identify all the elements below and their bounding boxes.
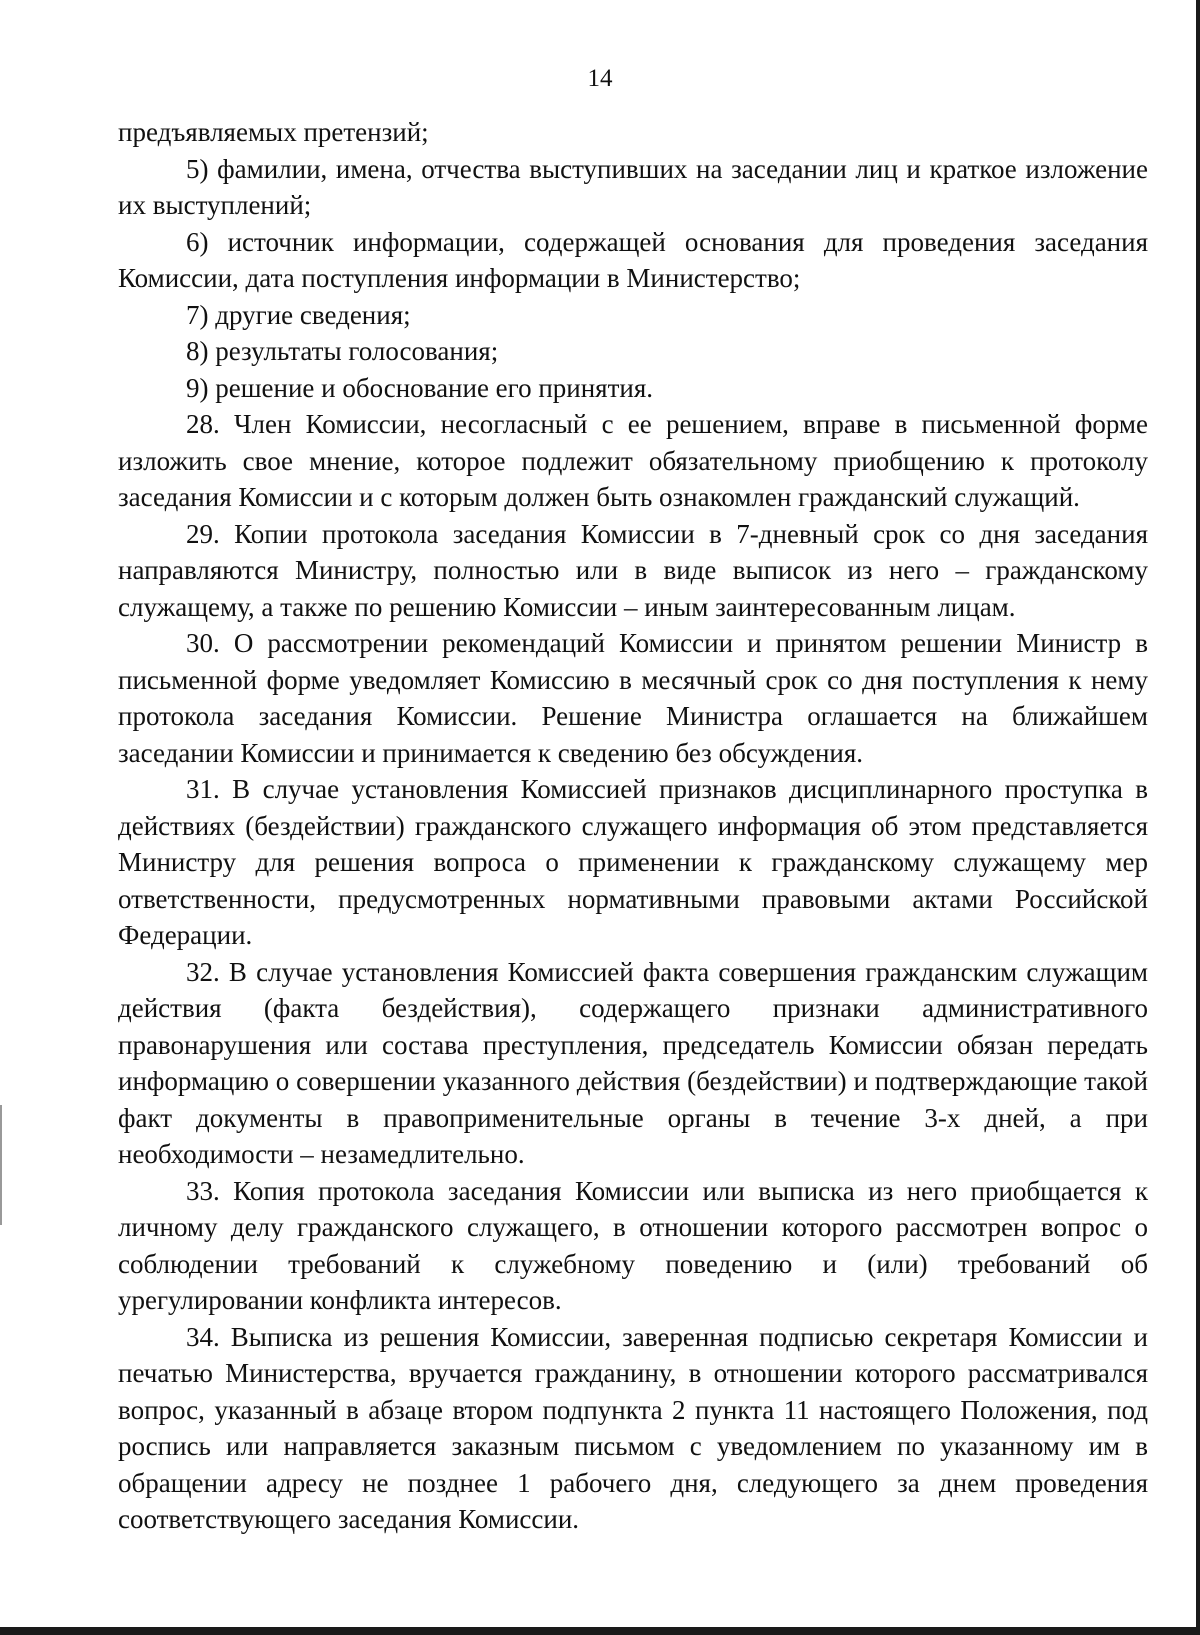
paragraph-item-6: 6) источник информации, содержащей основания для проведения заседания Комиссии, дата поступления информации в Министерство; xyxy=(118,226,1148,293)
paragraph-item-7: 7) другие сведения; xyxy=(186,299,411,330)
scan-edge-left-mark xyxy=(0,1105,2,1225)
paragraph-clause-32: 32. В случае установления Комиссией факта совершения гражданским служащим действия (факта бездействия), содержащего признаки административного правонарушения или состава преступления, председатель Комиссии обязан передать информацию о совершении указанного действия (бездействии) и подтверждающие такой факт документы в правоприменительные органы в течение 3-х дней, а при необходимости – незамедлительно. xyxy=(118,956,1148,1169)
paragraph-clause-29: 29. Копии протокола заседания Комиссии в 7-дневный срок со дня заседания направляются Министру, полностью или в виде выписок из него – гражданскому служащему, а также по решению Комиссии – иным заинтересованным лицам. xyxy=(118,518,1148,622)
paragraph-clause-34: 34. Выписка из решения Комиссии, заверенная подписью секретаря Комиссии и печатью Министерства, вручается гражданину, в отношении которого рассматривался вопрос, указанный в абзаце втором подпункта 2 пункта 11 настоящего Положения, под роспись или направляется заказным письмом с уведомлением по указанному им в обращении адресу не позднее 1 рабочего дня, следующего за днем проведения соответствующего заседания Комиссии. xyxy=(118,1321,1148,1534)
paragraph-clause-30: 30. О рассмотрении рекомендаций Комиссии и принятом решении Министр в письменной форме уведомляет Комиссию в месячный срок со дня поступления к нему протокола заседания Комиссии. Решение Министра оглашается на ближайшем заседании Комиссии и принимается к сведению без обсуждения. xyxy=(118,628,1148,768)
scan-edge-right xyxy=(1196,0,1200,1635)
paragraph-clause-33: 33. Копия протокола заседания Комиссии или выписка из него приобщается к личному делу гражданского служащего, в отношении которого рассмотрен вопрос о соблюдении требований к служебному поведению и (или) требований об урегулировании конфликта интересов. xyxy=(118,1175,1148,1315)
paragraph-clause-28: 28. Член Комиссии, несогласный с ее решением, вправе в письменной форме изложить свое мнение, которое подлежит обязательному приобщению к протоколу заседания Комиссии и с которым должен быть ознакомлен гражданский служащий. xyxy=(118,409,1148,512)
scan-edge-bottom xyxy=(0,1627,1200,1635)
paragraph-clause-31: 31. В случае установления Комиссией признаков дисциплинарного проступка в действиях (бездействии) гражданского служащего информация об этом представляется Министру для решения вопроса о применении к гражданскому служащему мер ответственности, предусмотренных нормативными правовыми актами Российской Федерации. xyxy=(118,774,1148,950)
document-body xyxy=(118,114,1148,1538)
paragraph-item-5: 5) фамилии, имена, отчества выступивших на заседании лиц и краткое изложение их выступлений; xyxy=(118,153,1148,220)
paragraph-item-9: 9) решение и обоснование его принятия. xyxy=(186,372,654,403)
page-number: 14 xyxy=(587,65,613,92)
paragraph-item-8: 8) результаты голосования; xyxy=(186,336,499,366)
paragraph-continuation: предъявляемых претензий; xyxy=(118,117,429,147)
